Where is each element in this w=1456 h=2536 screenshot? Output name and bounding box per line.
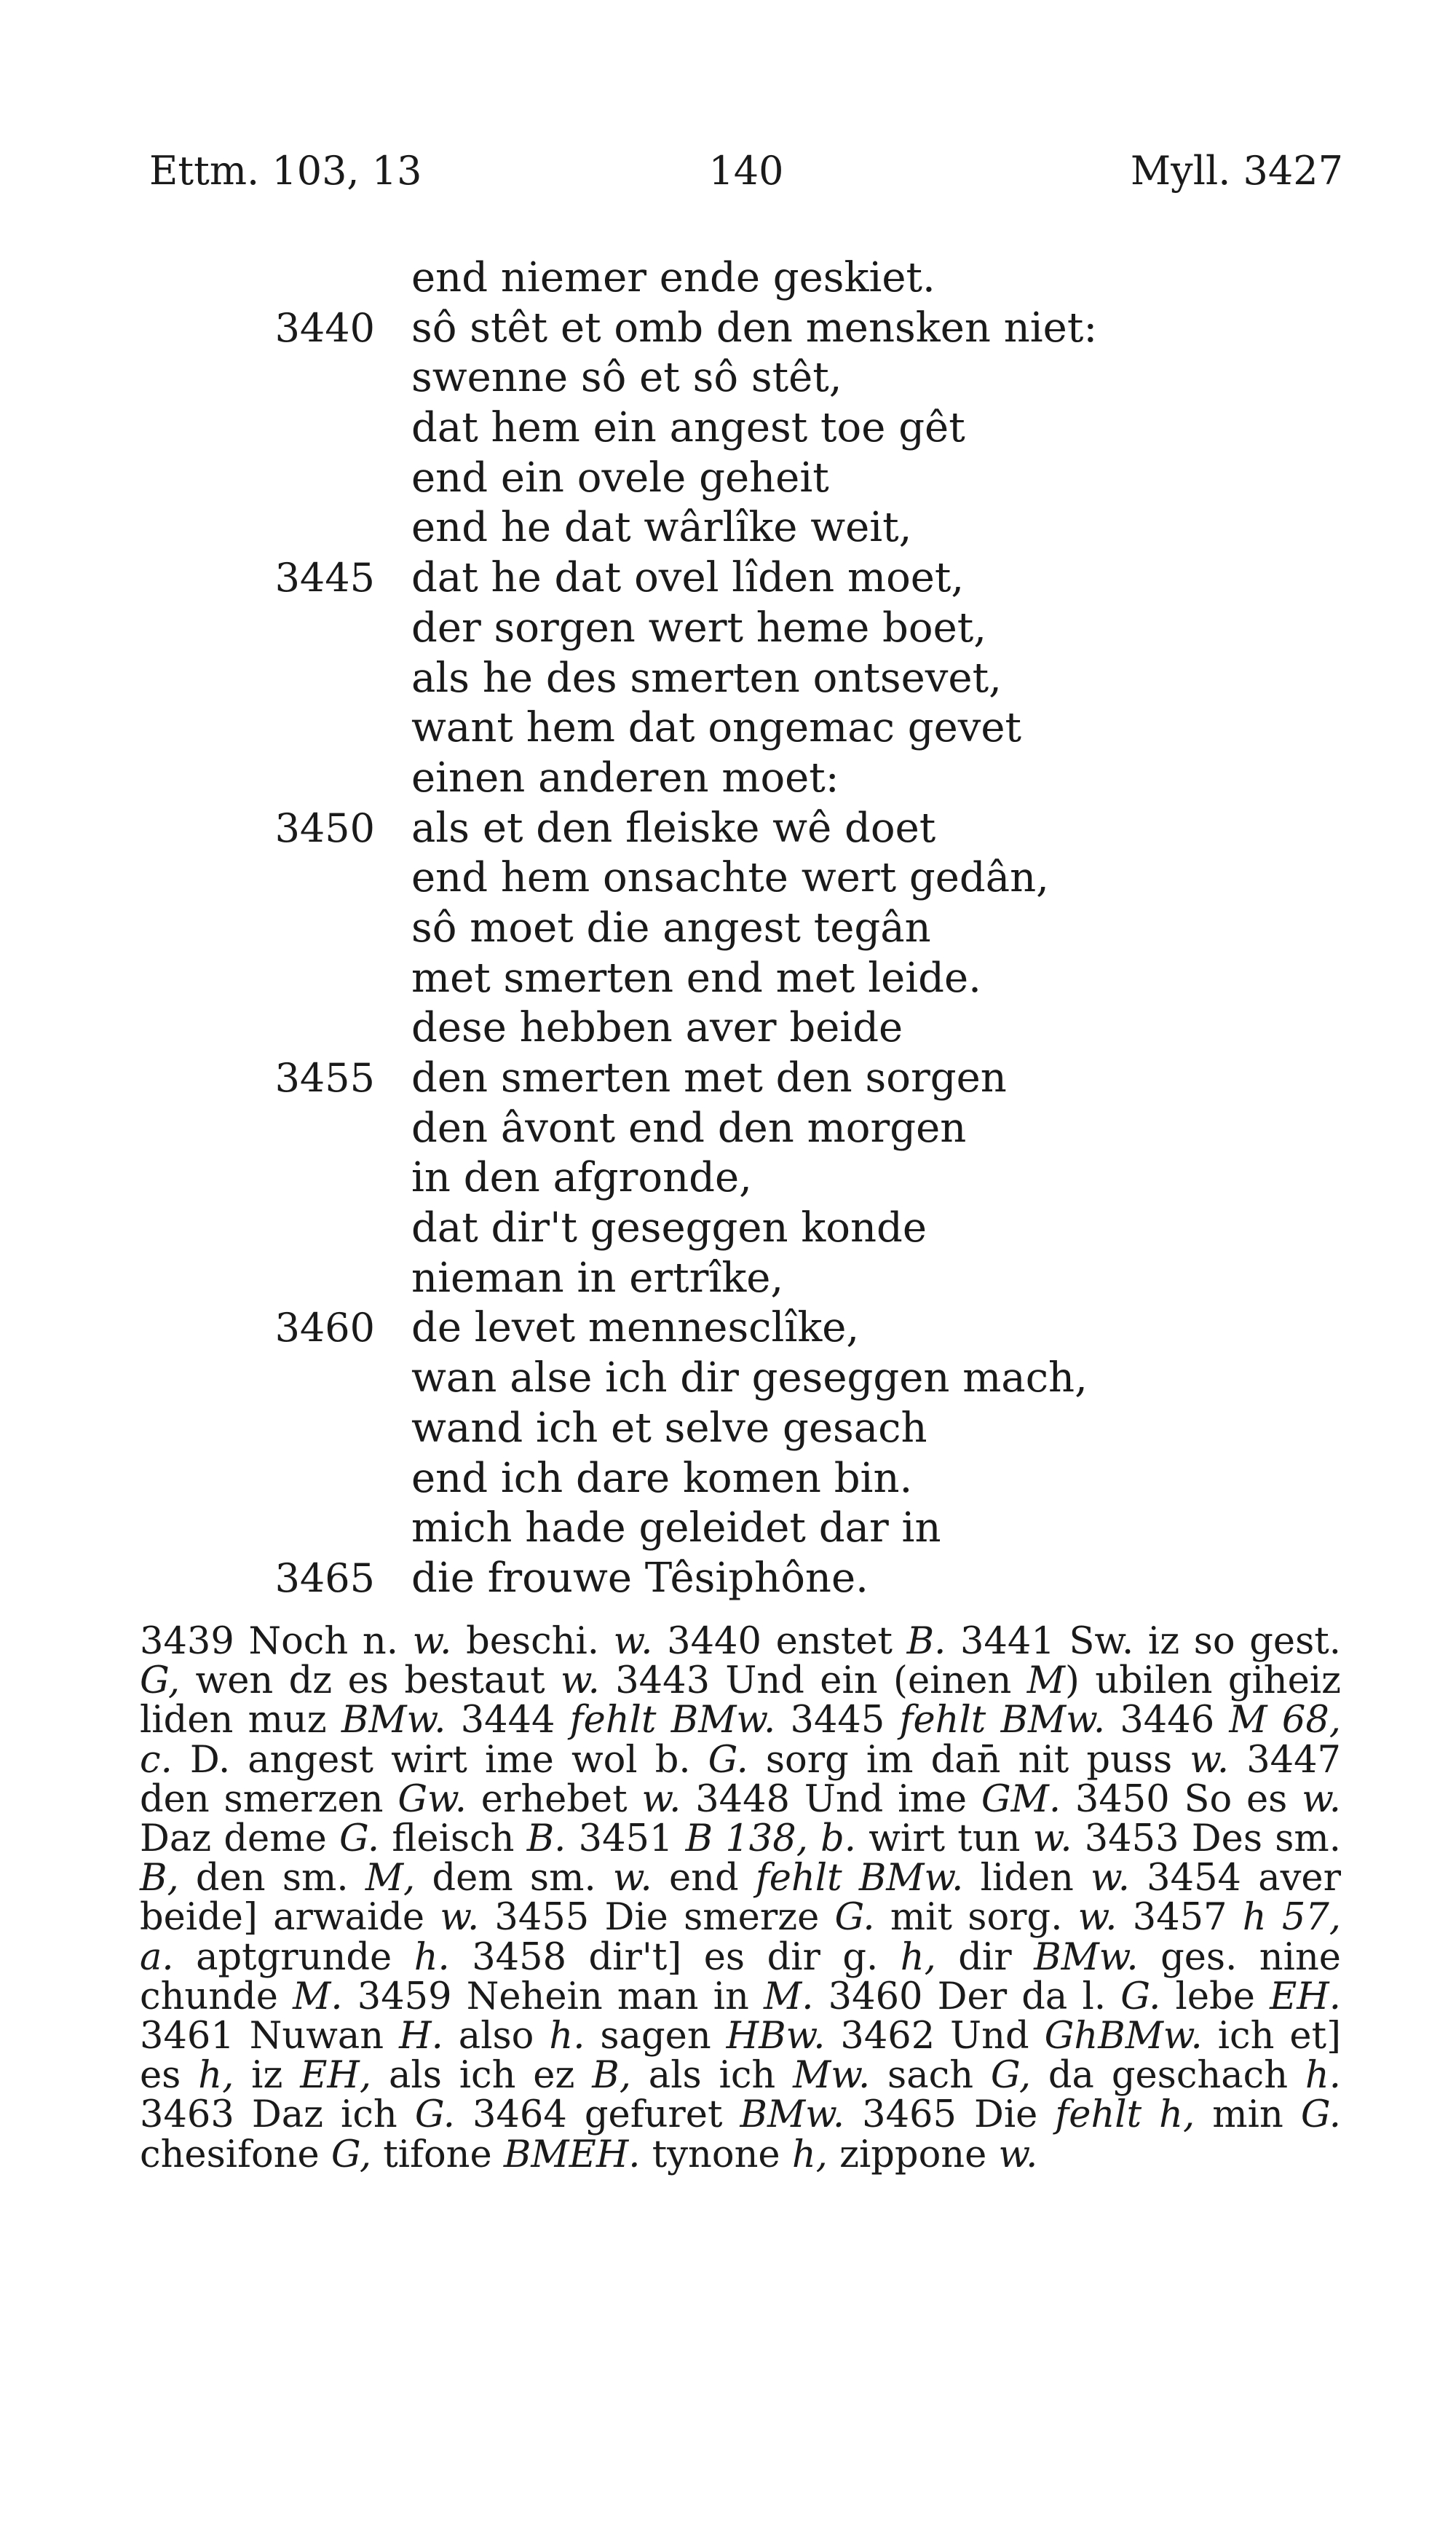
verse-line-text: mich hade geleidet dar in [411,1504,941,1552]
verse-line [0,1454,1456,1504]
apparatus-text: 3463 Daz ich [140,2093,415,2137]
verse-line-text: end ein ovele geheit [411,454,829,502]
apparatus-text: 3446 [1105,1699,1230,1742]
apparatus-text: den sm. [178,1857,365,1900]
verse-line-text: end ich dare komen bin. [411,1454,913,1502]
verse-line [0,304,1456,354]
apparatus-siglum: G. [414,2093,455,2137]
verse-text [0,253,1456,1604]
apparatus-text: ges. nine chunde [140,1935,1341,2018]
header-right-reference: Myll. 3427 [1130,148,1343,194]
apparatus-siglum: w. [440,1896,480,1940]
verse-line [0,1204,1456,1254]
verse-line [0,703,1456,754]
apparatus-text: 3462 Und [825,2015,1045,2058]
apparatus-text: 3459 Nehein man in [342,1975,764,2018]
line-number: 3460 [274,1305,375,1351]
apparatus-text: dir [935,1935,1034,1979]
apparatus-text: 3445 [775,1699,900,1742]
verse-line [0,1254,1456,1304]
verse-line [0,253,1456,304]
apparatus-text: 3441 Sw. iz so gest. [946,1620,1341,1663]
verse-line-text: dat dir't geseggen konde [411,1204,927,1252]
apparatus-siglum: w. [641,1777,681,1821]
apparatus-siglum: M, [365,1857,416,1900]
apparatus-text: dem sm. [415,1857,613,1900]
apparatus-siglum: B 138, [685,1817,808,1861]
verse-line-text: dese hebben aver beide [411,1004,903,1052]
apparatus-siglum: B. [906,1620,946,1663]
apparatus-text: 3458 dir't] es dir g. [449,1935,901,1979]
apparatus-siglum: B, [140,1857,179,1900]
verse-line-text: einen anderen moet: [411,754,839,802]
apparatus-siglum: h. [549,2015,585,2058]
apparatus-siglum: GM. [981,1777,1061,1821]
apparatus-siglum: w. [613,1620,653,1663]
verse-line [0,1054,1456,1104]
apparatus-text: 3461 Nuwan [140,2015,400,2058]
apparatus-siglum: w. [1077,1896,1117,1940]
apparatus-text: 3460 Der da l. [813,1975,1121,2018]
apparatus-siglum: w. [412,1620,452,1663]
apparatus-siglum: H. [399,2015,443,2058]
apparatus-siglum: w. [560,1659,600,1703]
critical-apparatus [140,1622,1341,2175]
verse-line-text: want hem dat ongemac gevet [411,704,1022,752]
line-number: 3440 [274,304,375,351]
verse-line [0,1153,1456,1204]
apparatus-siglum: a. [140,1935,174,1979]
apparatus-text: D. angest wirt ime wol b. [172,1738,708,1782]
verse-line [0,403,1456,454]
apparatus-text: liden [963,1857,1091,1900]
header-left-reference: Ettm. 103, 13 [149,148,422,194]
line-number: 3450 [274,805,375,851]
apparatus-siglum: G, [331,2133,372,2176]
apparatus-text: aptgrunde [173,1935,414,1979]
apparatus-siglum: M [1026,1659,1065,1703]
verse-line [0,1303,1456,1354]
apparatus-siglum: M. [764,1975,814,2018]
apparatus-siglum: fehlt h, [1055,2093,1195,2137]
apparatus-siglum: w. [1091,1857,1130,1900]
apparatus-text: 3451 [566,1817,686,1861]
verse-line [0,904,1456,954]
apparatus-siglum: G, [990,2054,1032,2098]
apparatus-text: fleisch [379,1817,527,1861]
apparatus-siglum: M. [293,1975,343,2018]
verse-line-text: den âvont end den morgen [411,1104,967,1152]
verse-line-text: end he dat wârlîke weit, [411,504,912,552]
verse-line-text: in den afgronde, [411,1154,752,1202]
apparatus-siglum: fehlt BMw. [755,1857,964,1900]
apparatus-text: 3454 aver beide] arwaide [140,1857,1341,1940]
verse-line-text: met smerten end met leide. [411,954,981,1002]
apparatus-siglum: G. [1120,1975,1161,2018]
apparatus-text: also [443,2015,550,2058]
apparatus-siglum: Gw. [397,1777,467,1821]
verse-line [0,853,1456,904]
apparatus-text: als ich ez [371,2054,593,2098]
apparatus-siglum: w. [1302,1777,1342,1821]
apparatus-text: sorg im dan̄ nit puss [748,1738,1190,1782]
page-number: 140 [708,148,784,194]
line-number: 3445 [274,555,375,601]
apparatus-text: 3440 enstet [652,1620,907,1663]
apparatus-text: iz [234,2054,301,2098]
verse-line-text: als he des smerten ontsevet, [411,654,1002,702]
apparatus-text: sach [870,2054,991,2098]
verse-line-text: als et den fleiske wê doet [411,804,936,852]
verse-line [0,954,1456,1004]
verse-line-text: wan alse ich dir geseggen mach, [411,1354,1088,1402]
apparatus-siglum: B. [526,1817,566,1861]
verse-line-text: de levet mennesclîke, [411,1304,860,1352]
apparatus-text: 3450 So es [1061,1777,1302,1821]
apparatus-siglum: G. [1300,2093,1341,2137]
apparatus-text [808,1817,820,1860]
apparatus-text: als ich [630,2054,794,2098]
apparatus-text: 3448 Und ime [681,1777,981,1821]
apparatus-siglum: G. [708,1738,748,1782]
verse-line [0,1504,1456,1554]
apparatus-text: ) ubilen giheiz liden muz [140,1659,1341,1742]
apparatus-siglum: h, [900,1935,936,1979]
apparatus-siglum: BMw. [1034,1935,1139,1979]
verse-line [0,654,1456,704]
verse-line-text: nieman in ertrîke, [411,1254,784,1302]
verse-line [0,754,1456,804]
verse-line [0,604,1456,654]
apparatus-siglum: fehlt BMw. [569,1699,776,1742]
apparatus-siglum: c. [140,1738,173,1782]
apparatus-text: da geschach [1031,2054,1305,2098]
verse-line [0,553,1456,604]
verse-line [0,1554,1456,1604]
apparatus-text: 3455 Die smerze [479,1896,835,1940]
verse-line [0,1404,1456,1454]
verse-line [0,804,1456,854]
apparatus-siglum: fehlt BMw. [899,1699,1106,1742]
verse-line-text: dat he dat ovel lîden moet, [411,554,965,602]
apparatus-siglum: w. [612,1857,652,1900]
verse-line [0,1104,1456,1154]
apparatus-siglum: Mw. [793,2054,871,2098]
apparatus-text: end [652,1857,756,1900]
running-head [149,146,1343,197]
verse-line [0,454,1456,504]
apparatus-siglum: G. [834,1896,875,1940]
apparatus-text: wen dz es bestaut [180,1659,561,1703]
apparatus-text: 3465 Die [844,2093,1056,2137]
apparatus-siglum: BMEH. [503,2133,641,2176]
apparatus-text: ich et] es [140,2015,1341,2098]
apparatus-text: 3457 [1117,1896,1243,1940]
verse-line-text: wand ich et selve gesach [411,1404,927,1452]
apparatus-siglum: G, [140,1659,181,1703]
verse-line [0,1354,1456,1404]
apparatus-text: 3439 Noch n. [140,1620,413,1663]
apparatus-siglum: GhBMw. [1044,2015,1203,2058]
apparatus-text: 3443 Und ein (einen [599,1659,1027,1703]
verse-line-text: end hem onsachte wert gedân, [411,854,1049,902]
apparatus-siglum: G. [339,1817,380,1861]
apparatus-siglum: HBw. [726,2015,826,2058]
apparatus-siglum: BMw. [341,1699,446,1742]
verse-line-text: dat hem ein angest toe gêt [411,404,965,452]
apparatus-text: tynone [640,2133,792,2176]
apparatus-siglum: w. [1190,1738,1230,1782]
apparatus-siglum: b. [820,1817,856,1861]
apparatus-siglum: EH, [300,2054,372,2098]
apparatus-text: 3447 den smerzen [140,1738,1342,1821]
verse-line-text: sô stêt et omb den mensken niet: [411,304,1098,352]
apparatus-siglum: EH. [1270,1975,1341,2018]
apparatus-text: 3464 gefuret [454,2093,740,2137]
line-number: 3455 [274,1055,375,1101]
apparatus-siglum: BMw. [740,2093,845,2137]
apparatus-text: 3453 Des sm. [1072,1817,1342,1861]
apparatus-siglum: h. [1305,2054,1341,2098]
apparatus-siglum: w. [1032,1817,1072,1861]
verse-line-text: swenne sô et sô stêt, [411,354,842,402]
verse-line-text: den smerten met den sorgen [411,1054,1007,1102]
apparatus-siglum: h, [791,2133,828,2176]
apparatus-siglum: h. [414,1935,450,1979]
line-number: 3465 [274,1555,375,1601]
verse-line-text: end niemer ende geskiet. [411,254,935,301]
apparatus-text: mit sorg. [874,1896,1078,1940]
verse-line [0,503,1456,553]
verse-line-text: die frouwe Têsiphône. [411,1554,869,1602]
apparatus-text: wirt tun [856,1817,1033,1861]
verse-line [0,1003,1456,1054]
apparatus-text: sagen [585,2015,727,2058]
apparatus-siglum: M 68, [1229,1699,1342,1742]
apparatus-siglum: B, [592,2054,631,2098]
apparatus-text: 3444 [446,1699,570,1742]
apparatus-text: min [1195,2093,1301,2137]
apparatus-siglum: w. [998,2133,1038,2176]
verse-line [0,353,1456,403]
apparatus-text: lebe [1160,1975,1270,2018]
verse-line-text: sô moet die angest tegân [411,904,931,952]
apparatus-text: zippone [827,2133,999,2176]
apparatus-text: tifone [371,2133,504,2176]
apparatus-siglum: h 57, [1242,1896,1341,1940]
apparatus-text: beschi. [451,1620,614,1663]
apparatus-siglum: h, [198,2054,234,2098]
apparatus-text: chesifone [140,2133,331,2176]
apparatus-text: erhebet [466,1777,642,1821]
verse-line-text: der sorgen wert heme boet, [411,604,987,652]
apparatus-text: Daz deme [140,1817,339,1861]
